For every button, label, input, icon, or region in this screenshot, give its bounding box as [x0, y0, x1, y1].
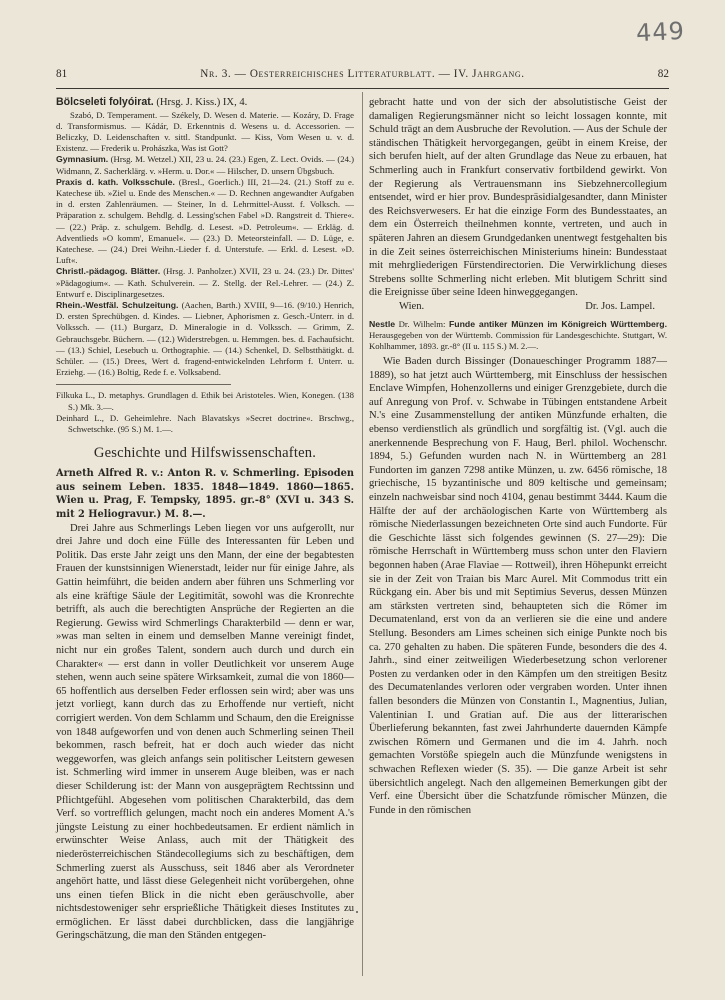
- signature-name: Dr. Jos. Lampel.: [585, 300, 655, 312]
- rhein-entry: Rhein.-Westfäl. Schulzeitung. (Aachen, Barth.) XVIII, 9—16. (9/10.) Henrich, D. ersten Sprechübgen. d. Kindes. — Liebner, Aphorismen z. Gesch.-Unterr. in d. Volkssch. — (11.) Burgarz, D. Mineralogie in d. Volkssch. — Grimm, Z. Gebrauchsgebr. Büchern. — (12.) Widerstrebgen. u. Hemmgen. bes. d. Fachaufsicht. — (13.) Schiel, Lesebuch u. Orthographie. — (14.) Schenkel, D. Selbstthätigkt. d. Schüler. — (15.) Drees, Wert d. fragend-entwickelnden Lehrform f. Unterr. u. Erziehg. — (16.) Boltig, Rede f. e. Volksabend.: [56, 300, 354, 378]
- section-heading: Geschichte und Hilfswissenschaften.: [93, 445, 317, 462]
- page-number-left: 81: [56, 68, 68, 80]
- book-list: [56, 390, 354, 435]
- right-column: [369, 96, 667, 817]
- book-item: Filkuka L., D. metaphys. Grundlagen d. Ethik bei Aristoteles. Wien, Konegen. (138 S.) Mk. 3.—.: [56, 390, 354, 412]
- nestle-review-heading: Nestle Dr. Wilhelm: Funde antiker Münzen im Königreich Württemberg. Herausgegeben von der Württemb. Commission für Landesgeschichte. Stuttgart, W. Kohlhammer, 1893. gr.-8° (II u. 115 S.) M. 2.—.: [369, 318, 667, 351]
- header-rule: [56, 88, 669, 89]
- page-number-right: 82: [657, 68, 669, 80]
- praxis-entry: Praxis d. kath. Volksschule. (Bresl., Goerlich.) III, 21—24. (21.) Stoff zu e. Katechese üb. »Ziel u. Ende des Menschen.« — D. Rechnen angewandter Aufgaben in d. ersten Zahlenräumen. — Steiner, In d. Lehrmittel-Ausst. f. Volksch. — Präparation z. schulgem. Behdlg. d. Lessing'schen Fabel »D. Rangstreit d. Thiere«. — (22.) Präp. z. schulgem. Behdlg. d. Lesest. »D. Petroleum«. — Erkläg. d. Adventlieds »O komm', Emanuel«. — (23.) D. Meteorsteinfall. — D. Lüge, e. Katechese. — (24.) Drei Weihn.-Lieder f. d. Unterstufe. — Erkl. d. Lesest. »D. Luft«.: [56, 176, 354, 266]
- signature-place: Wien.: [399, 300, 425, 312]
- handwritten-page-number: 449: [635, 16, 686, 48]
- left-column: [56, 96, 354, 943]
- review-heading: Arneth Alfred R. v.: Anton R. v. Schmerling. Episoden aus seinem Leben. 1835. 1848—1849. 1860—1865. Wien u. Prag, F. Tempsky, 1895. gr.-8° (XVI u. 343 S. mit 2 Heliogravur.) M. 8.—.: [56, 468, 354, 521]
- running-header: [56, 66, 669, 82]
- review-continuation: gebracht hatte und von der sich der absolutistische Geist der damaligen Regierungsmänner nicht so leicht lossagen konnte, mit Schuld trägt an dem Ausbruche der Revolution. — Aus der Schule der ständischen Thätigkeit hervorgegangen, geübt in einem Kreise, der sich berufen hielt, auf der alten Grundlage das Neue zu erbauen, hat Schmerling auch in Frankfurt conservativ fortbildend gewirkt. Von der Regierung als Vertrauensmann ins Siebzehnercollegium entsendet, wird er hier prov. Bundespräsidialgesandter, dann Minister des Reichsverwesers. Er hat die einzige Form des Bundesstaates, an dem ein Österreich theilnehmen konnte, vertreten, und auch in späteren Jahren an diesem Grundgedanken unentwegt festgehalten bis in die Zeit seines österreichischen Ministeriums hinein: Bundesstaat mit mehrgliederigen Fürstendirectorien. Die Verwirklichung dieses Strebens sollte Schmerling nicht erleben. Mit blutigem Schritt sind die Ereignisse über seine Ideen hinweggegangen.: [369, 97, 667, 299]
- periodical-listing: [56, 110, 354, 379]
- journal-entry-heading: Bölcseleti folyóirat. (Hrsg. J. Kiss.) IX, 4.: [56, 96, 248, 108]
- column-divider: [362, 92, 363, 976]
- christl-entry: Christl.-pädagog. Blätter. (Hrsg. J. Panholzer.) XVII, 23 u. 24. (23.) Dr. Dittes' »Pädagogium«. — Kath. Schulverein. — Z. Stellg. der Rel.-Lehrer. — (24.) Z. Entwurf e. Disciplinargesetzes.: [56, 266, 354, 299]
- book-item: Deinhard L., D. Geheimlehre. Nach Blavatskys »Secret doctrine«. Brschwg., Schwetschke. (95 S.) M. 1.—.: [56, 412, 354, 435]
- journal-header-title: Nr. 3. — Oesterreichisches Litteraturblatt. — IV. Jahrgang.: [200, 68, 525, 80]
- signature-line: [369, 300, 667, 314]
- journal-contents: Szabó, D. Temperament. — Székely, D. Wesen d. Materie. — Kozáry, D. Frage d. Transformismus. — Kádár, D. Erkenntnis d. Wesens u. d. Accessorien. — Beliczky, D. Leidenschaften v. sittl. Standpunkt. — Kiss, Vom Wesen u. v. d. Existenz. — Frederik u. Prohászka, Was ist Gott?: [56, 109, 354, 154]
- nestle-review-body: Wie Baden durch Bissinger (Donaueschinger Programm 1887—1889), so hat jetzt auch Württemberg, mit Einschluss der hessischen Enclave Wimpfen, Hohenzollerns und einiger Grenzgebiete, durch die auf Anregung von Prof. v. Schwabe in Tübingen entstandene Arbeit N.'s eine Zusammenstellung der antiken Münzfunde erhalten, die ebenso verdienstlich als gründlich und sorgfältig ist. (Vgl. auch die anerkennende Besprechung von F. Haug, Berl. philol. Wochenschr. 1894, 5.) Gefunden wurden nach N. in Württemberg an 281 Fundorten im ganzen 7298 antike Münzen, u. zw. 6456 römische, 18 griechische, 15 byzantinische und 809 keltische und gemeinsam; einzeln nachweisbar sind noch 4104, genau bestimmt 3444. Kaum die Hälfte der auf der archäologischen Karte von Württemberg als römische Niederlassungen bezeichneten Orte sind auch Fundorte. Für die Geschichte lässt sich folgendes gewinnen (S. 27—29): Die römische Herrschaft in Württemberg muss schon unter den Flaviern begonnen haben (Arae Flaviae — Rottweil), ihren Höhepunkt erreicht sie in der Zeit von Traian bis Marc Aurel. Mit Commodus tritt ein Rückgang ein. Aber bis und mit Septimius Severus, dessen Münzen am stärksten vertreten sind, behaupteten sich die Römer im Decumatenland, erst von da an verlieren sie die eine und andere Stellung. Besonders am Limes scheinen sich einige Punkte noch bis ca. 270 gehalten zu haben. Die späteren Funde, besonders die des 4. Jahrh., sind einer zeitweiligen Wiederbesetzung schon verlorener Posten zu verdanken oder in den Kämpfen um den streitigen Besitz des Decumatenlandes verloren oder vergraben worden. Unter ihnen fallen besonders die Münzen von Constantin I., Magnentius, Julian, Valentinian I. und Gratian auf. Die aus der litterarischen Überlieferung bekannten, fast zwei Jahrhunderte dauernden Kämpfe zwischen Römern und Germanen und die im 4. Jahrh. noch gemachten Vorstöße spiegeln auch die Münzfunde wenigstens in schwachen Reflexen wieder (S. 35). — Die ganze Arbeit ist sehr übersichtlich angelegt. Nach den allgemeinen Bemerkungen gibt der Verf. eine Übersicht über die Schatzfunde römischer Münzen, die Funde in den römischen: [369, 356, 667, 816]
- ink-speck: [356, 911, 358, 913]
- separator-rule: [56, 384, 231, 385]
- review-body: Drei Jahre aus Schmerlings Leben liegen vor uns aufgerollt, nur drei Jahre und doch eine Fülle des Interessanten für Leben und Politik. Das erste Jahr zeigt uns den Mann, der eine der begabtesten Frauen der kunstsinnigen Wienerstadt, leider nur für einige Jahre, als Gattin heimführt, die beiden andern aber führen uns Schmerling vor als eine kräftige Säule der Legitimität, sowohl was die Kronrechte betrifft, als auch die berechtigten Ansprüche der Regierten an die Regierung. Gewiss wird Schmerlings Charakterbild — denn er war, »was man selten in einem und demselben Manne vereinigt findet, nicht nur ein großes Talent, sondern auch durch und durch ein Charakter« — erst dann in voller Deutlichkeit vor unserem Auge stehen, wenn auch seine spätere Wirksamkeit, zumal die von 1860—65 hoffentlich aus derselben Feder erflossen sein wird; aber was uns jetzt vorliegt, kann durch das zu Erhoffende nur vertieft, nicht corrigiert werden. Von dem Schlamm und Schaum, den die Ereignisse von 1848 aufgeworfen und von denen auch Schmerling seinen Theil bekommen, rasch befreit, hat er doch auch wieder das nicht weggeworfen, was gleich anfangs sein politischer Leitstern gewesen ist. Schmerling wird immer in unserem Auge bleiben, was er nach dieser Schilderung ist: der Mann von ausgeprägtem Rechtssinn und Pflichtgefühl. Abgesehen vom politischen Charakterbild, das dem Verf. so vortrefflich gelungen, macht noch ein anderes Moment A.'s jüngste Leistung zu einer hochbedeutsamen. Er erdient nämlich in erwünschter Weise Anlass, auch mit der Thätigkeit des niederösterreichischen Ständecollegiums sich zu beschäftigen, dem Schmerling zuerst als Ausschuss, seit 1846 aber als Verordneter angehört hatte, und lässt diese Gelegenheit nicht vorübergehen, ohne uns einen tiefen Blick in die nicht eben geräuschvolle, aber nichtsdestoweniger sehr ersprießliche Thätigkeit dieses Institutes zu ermöglichen. Er lässt dabei durchblicken, dass die langjährige Geringschätzung, die man den Ständen entgegen-: [56, 522, 354, 942]
- gymnasium-entry: Gymnasium. (Hrsg. M. Wetzel.) XII, 23 u. 24. (23.) Egen, Z. Lect. Ovids. — (24.) Widmann, Z. Sacherklärg. v. »Herm. u. Dor.« — Hilscher, D. unsern Übgsbuch.: [56, 154, 354, 176]
